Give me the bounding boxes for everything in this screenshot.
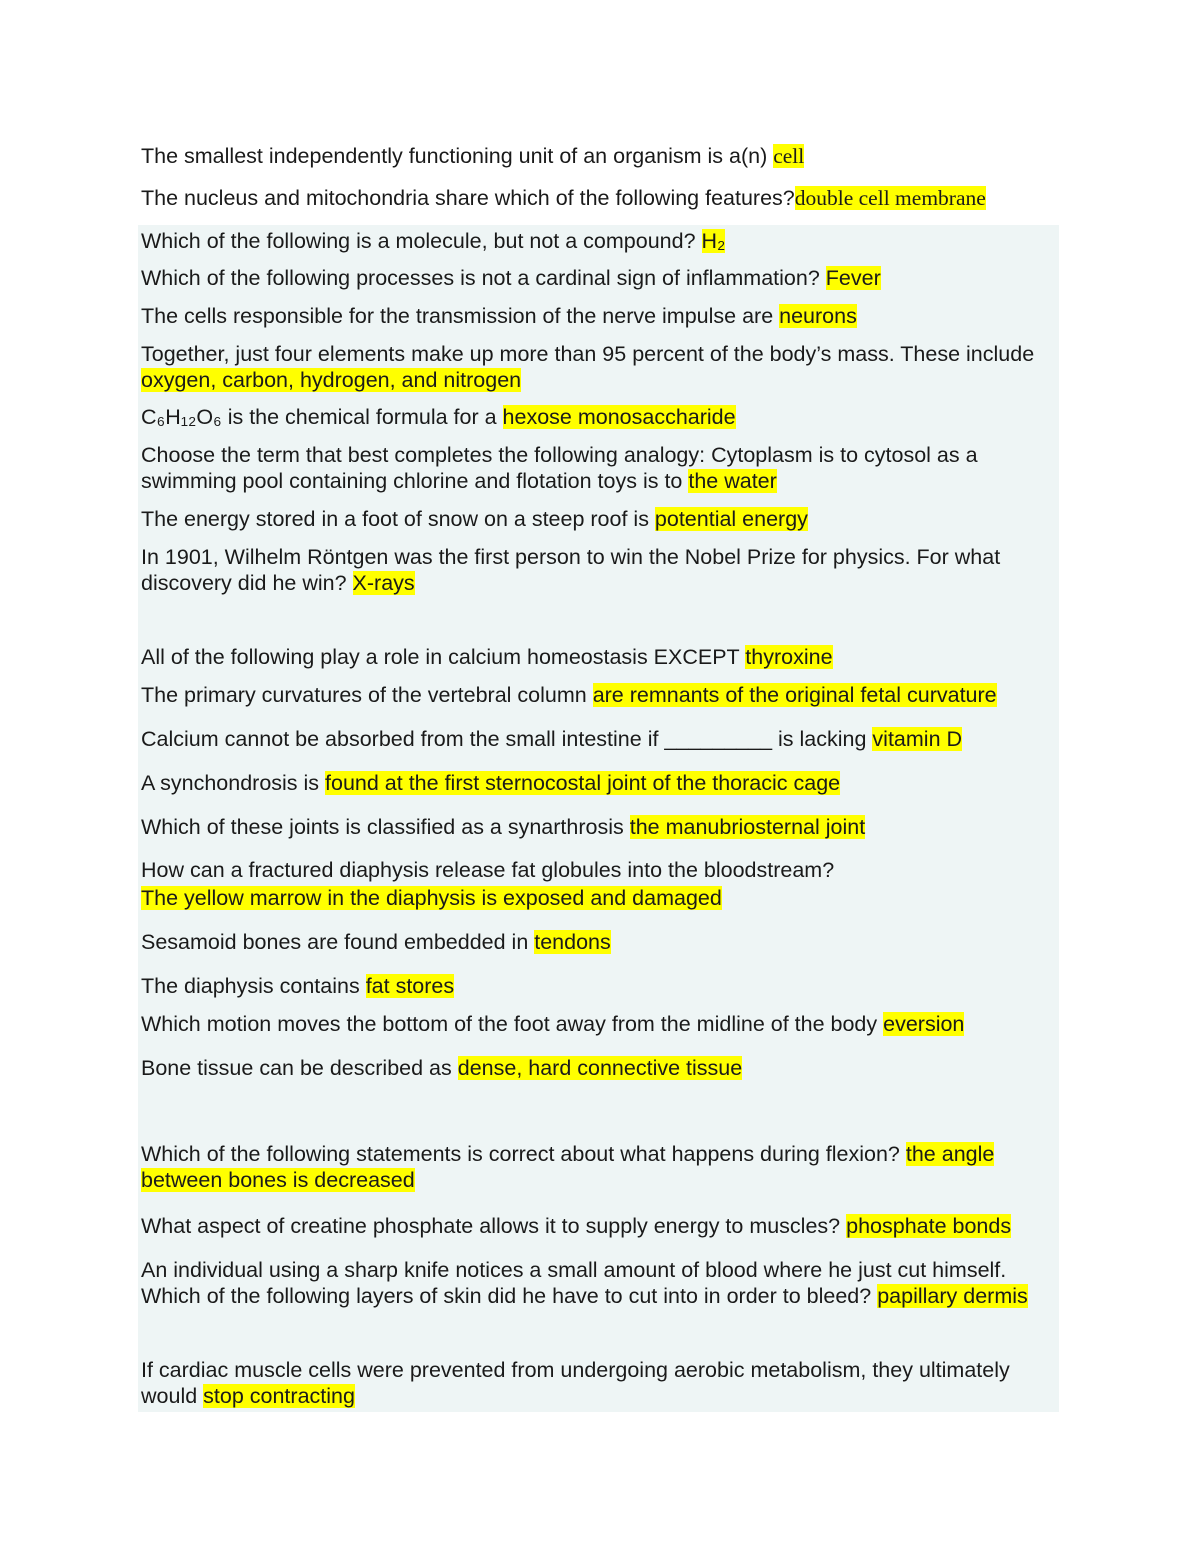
qa-item-16: [141, 857, 834, 883]
question-text: The smallest independently functioning unit of an organism is a(n): [141, 144, 774, 168]
qa-item-18: [141, 973, 454, 999]
question-text: The nucleus and mitochondria share which of the following features?: [141, 186, 795, 210]
qa-item-11: [141, 644, 833, 670]
question-text: The cells responsible for the transmission of the nerve impulse are: [141, 304, 780, 328]
qa-item-15: [141, 814, 865, 840]
answer-highlight: dense, hard connective tissue: [457, 1056, 743, 1080]
qa-item-20: [141, 1055, 742, 1081]
qa-item-10: [141, 544, 1056, 596]
qa-item-16-answer: [141, 885, 722, 911]
question-text: An individual using a sharp knife notices a small amount of blood where he just cut himself. Which of the following layers of skin did he have to cut into in order to bleed?: [141, 1258, 1007, 1308]
answer-highlight: are remnants of the original fetal curvature: [592, 683, 997, 707]
qa-item-6: [141, 341, 1056, 393]
qa-item-22: [141, 1213, 1011, 1239]
question-text: Which motion moves the bottom of the foot away from the midline of the body: [141, 1012, 884, 1036]
qa-item-3: [141, 228, 725, 254]
answer-highlight: the angle between bones is decreased: [141, 1142, 995, 1192]
answer-highlight: X-rays: [352, 571, 415, 595]
question-text: Which of the following is a molecule, but not a compound?: [141, 229, 702, 253]
question-text: All of the following play a role in calcium homeostasis EXCEPT: [141, 645, 746, 669]
question-text: Choose the term that best completes the following analogy: Cytoplasm is to cytosol as a swimming pool containing chlorine and flotation toys is to: [141, 443, 978, 493]
question-text: Which of these joints is classified as a synarthrosis: [141, 815, 630, 839]
answer-highlight: found at the first sternocostal joint of the thoracic cage: [325, 771, 841, 795]
qa-item-17: [141, 929, 611, 955]
answer-highlight: Fever: [825, 266, 881, 290]
answer-highlight: thyroxine: [745, 645, 833, 669]
question-text: In 1901, Wilhelm Röntgen was the first person to win the Nobel Prize for physics. For what discovery did he win?: [141, 545, 1001, 595]
question-text: Bone tissue can be described as: [141, 1056, 458, 1080]
qa-item-4: [141, 265, 881, 291]
question-text: How can a fractured diaphysis release fat globules into the bloodstream?: [141, 858, 835, 882]
answer-highlight: tendons: [534, 930, 611, 954]
answer-highlight: hexose monosaccharide: [502, 405, 736, 429]
answer-highlight: vitamin D: [872, 727, 963, 751]
question-text: Which of the following processes is not a cardinal sign of inflammation?: [141, 266, 826, 290]
qa-item-24: [141, 1357, 1056, 1409]
question-text: Which of the following statements is correct about what happens during flexion?: [141, 1142, 906, 1166]
qa-item-14: [141, 770, 840, 796]
question-text: A synchondrosis is: [141, 771, 326, 795]
answer-highlight: phosphate bonds: [846, 1214, 1012, 1238]
answer-highlight: double cell membrane: [794, 186, 986, 210]
question-text: C₆H₁₂O₆ is the chemical formula for a: [141, 405, 503, 429]
answer-highlight: H₂: [701, 229, 726, 253]
qa-item-7: [141, 404, 736, 430]
qa-item-23: [141, 1257, 1056, 1309]
question-text: The primary curvatures of the vertebral column: [141, 683, 593, 707]
qa-item-2: [141, 185, 986, 211]
answer-highlight: the water: [688, 469, 777, 493]
qa-item-9: [141, 506, 808, 532]
question-text: Calcium cannot be absorbed from the small intestine if _________ is lacking: [141, 727, 873, 751]
qa-item-1: [141, 143, 804, 169]
qa-item-12: [141, 682, 997, 708]
qa-item-19: [141, 1011, 964, 1037]
question-text: Sesamoid bones are found embedded in: [141, 930, 535, 954]
answer-highlight: The yellow marrow in the diaphysis is exposed and damaged: [141, 886, 722, 910]
qa-item-8: [141, 442, 1056, 494]
answer-highlight: stop contracting: [203, 1384, 355, 1408]
question-text: The energy stored in a foot of snow on a steep roof is: [141, 507, 655, 531]
answer-highlight: eversion: [883, 1012, 965, 1036]
qa-item-13: [141, 726, 962, 752]
answer-highlight: papillary dermis: [877, 1284, 1028, 1308]
answer-highlight: fat stores: [365, 974, 455, 998]
answer-highlight: neurons: [779, 304, 857, 328]
answer-highlight: cell: [773, 144, 805, 168]
answer-highlight: oxygen, carbon, hydrogen, and nitrogen: [141, 368, 522, 392]
qa-item-21: [141, 1141, 1056, 1193]
question-text: The diaphysis contains: [141, 974, 366, 998]
question-text: What aspect of creatine phosphate allows it to supply energy to muscles?: [141, 1214, 847, 1238]
qa-item-5: [141, 303, 857, 329]
question-text: If cardiac muscle cells were prevented from undergoing aerobic metabolism, they ultimately would: [141, 1358, 1010, 1408]
answer-highlight: potential energy: [654, 507, 808, 531]
answer-highlight: the manubriosternal joint: [629, 815, 866, 839]
question-text: Together, just four elements make up more than 95 percent of the body’s mass. These include: [141, 342, 1035, 366]
